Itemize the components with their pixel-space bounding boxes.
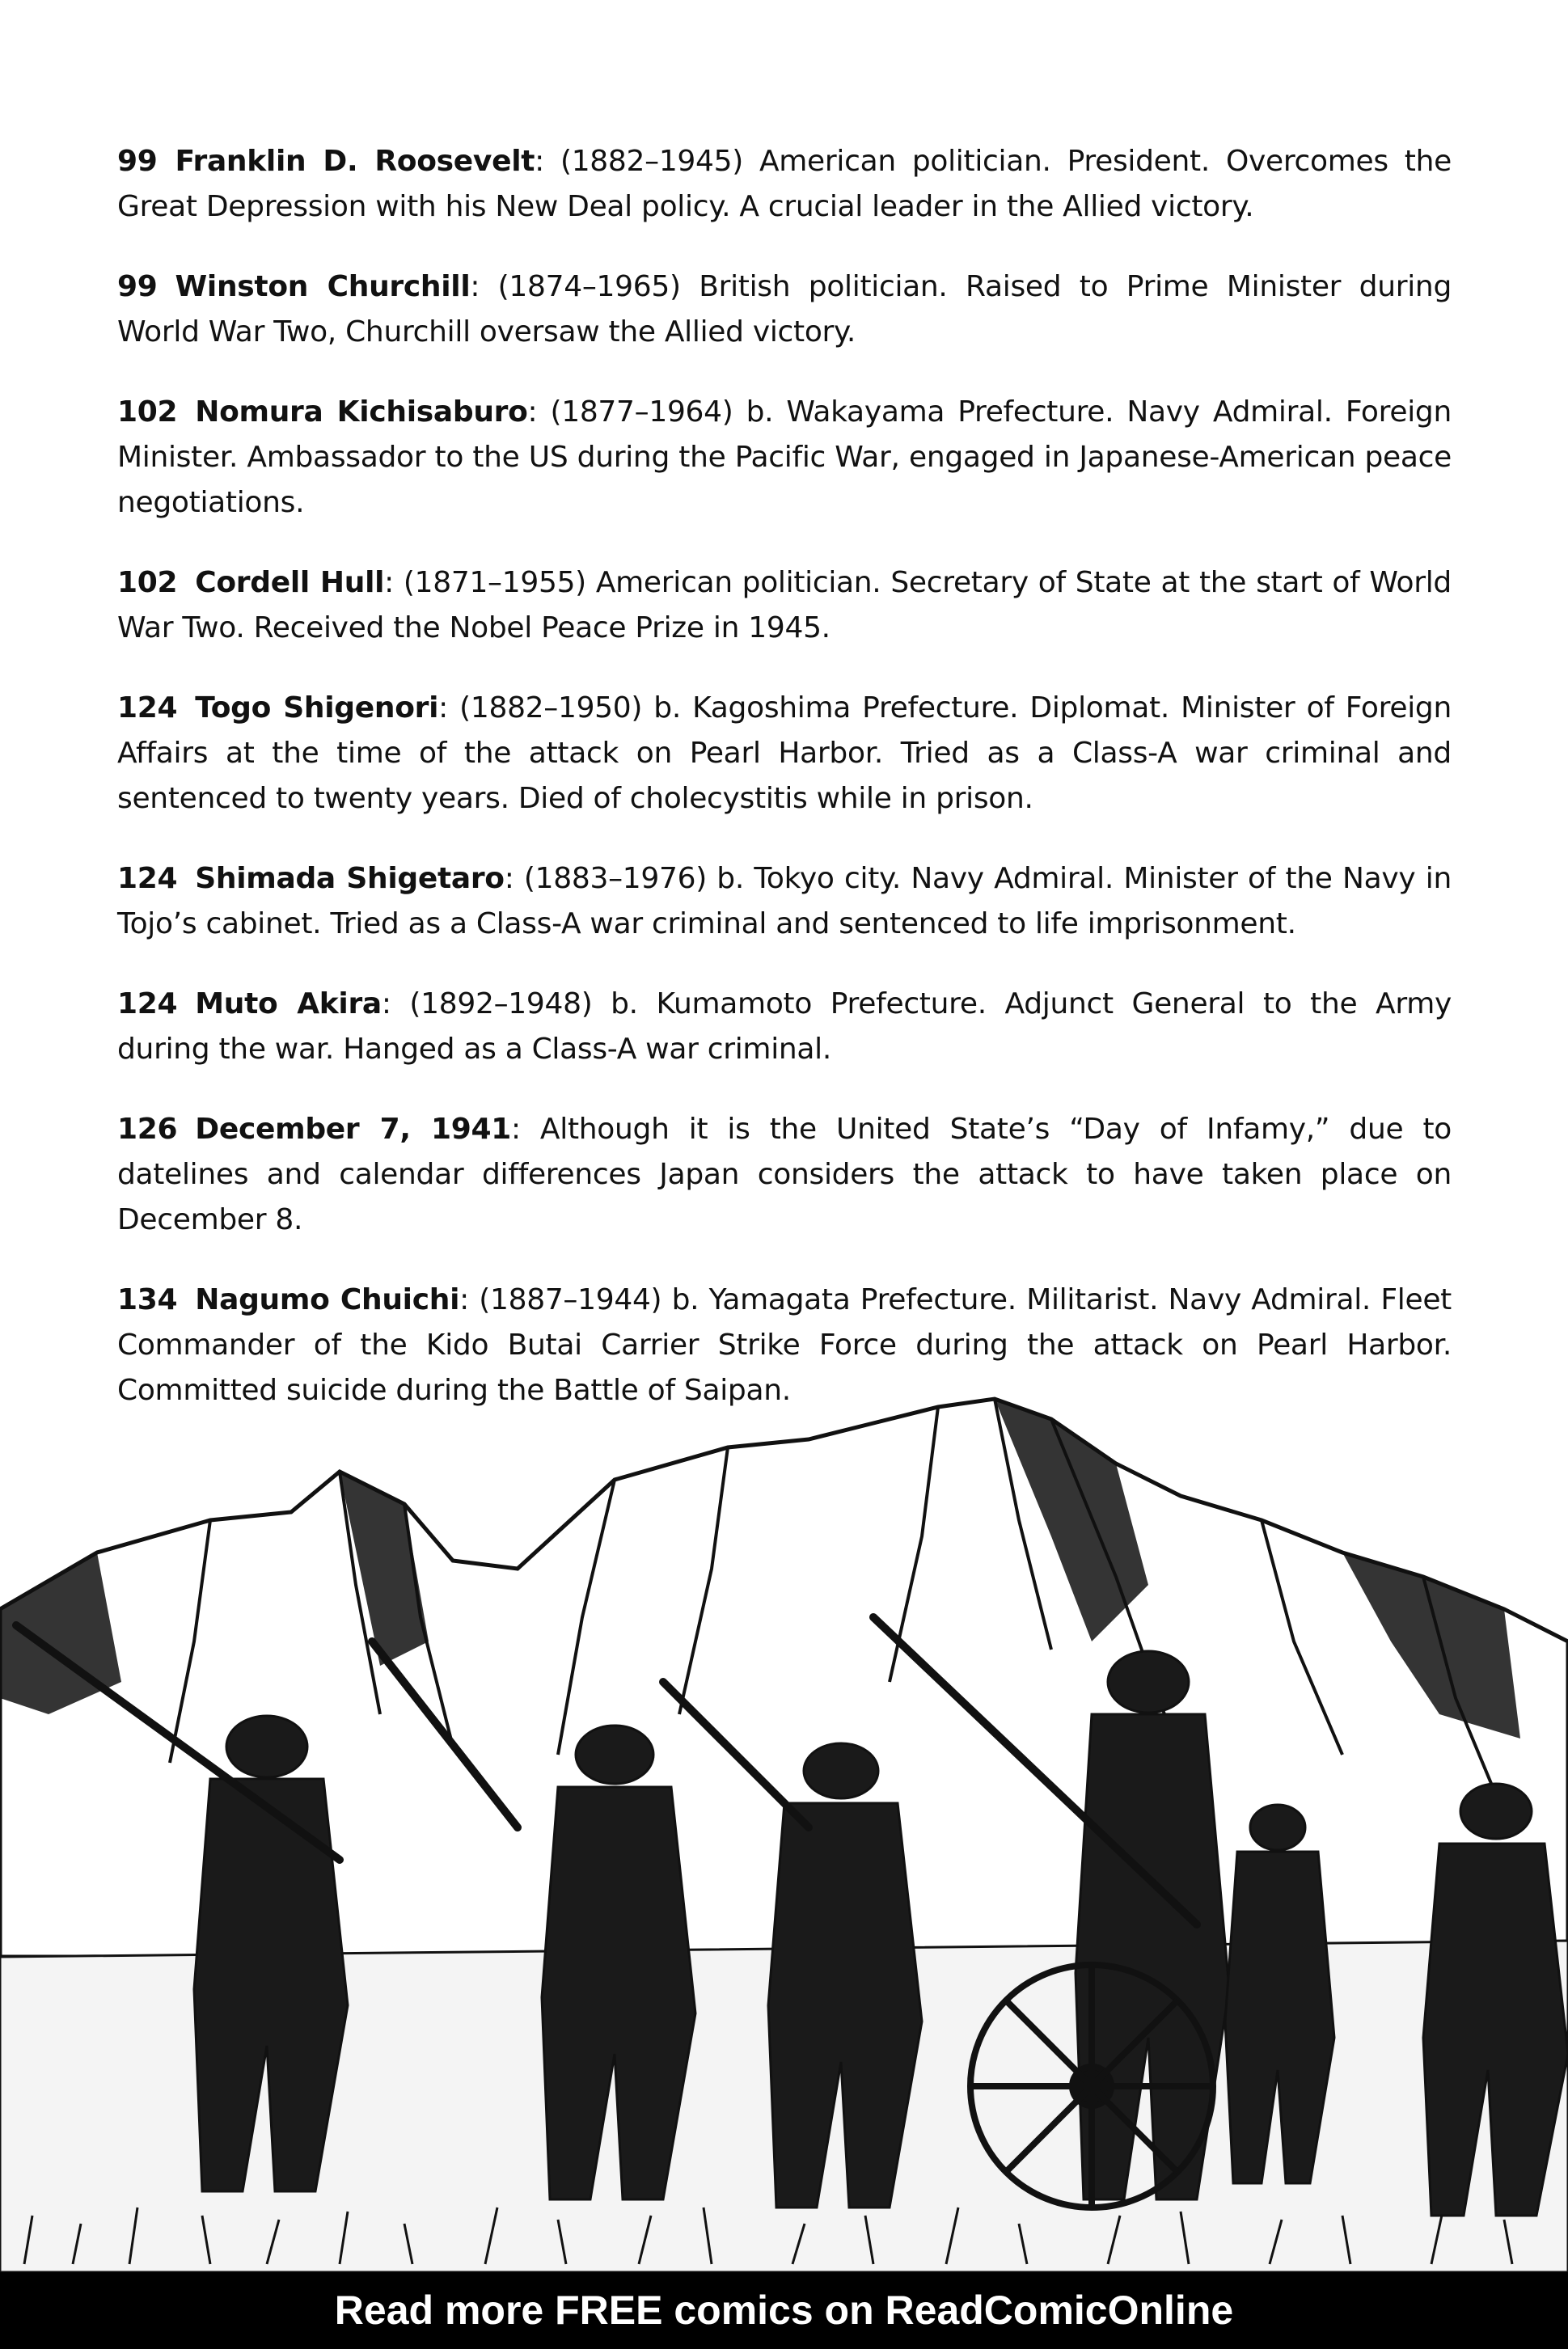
- note-hull: [117, 560, 1452, 651]
- note-page-number: 102: [117, 395, 178, 429]
- note-page-number: 134: [117, 1283, 178, 1316]
- note-page-number: 124: [117, 691, 178, 725]
- note-name: Nomura Kichisaburo: [195, 395, 528, 429]
- note-name: Franklin D. Roosevelt: [175, 145, 535, 178]
- note-page-number: 99: [117, 145, 158, 178]
- note-churchill: [117, 264, 1452, 355]
- note-name: Cordell Hull: [195, 566, 385, 599]
- promo-banner-text: Read more FREE comics on ReadComicOnline: [334, 2288, 1234, 2333]
- promo-banner[interactable]: [0, 2272, 1568, 2349]
- note-text: : (1871–1955) American politician. Secretary of State at the start of World War Two. Received the Nobel Peace Prize in 1945.: [117, 566, 1452, 644]
- note-text: : (1874–1965) British politician. Raised to Prime Minister during World War Two, Churchill oversaw the Allied victory.: [117, 270, 1452, 349]
- note-page-number: 124: [117, 987, 178, 1020]
- note-page-number: 99: [117, 270, 158, 303]
- note-page-number: 102: [117, 566, 178, 599]
- note-togo: [117, 686, 1452, 822]
- note-name: Shimada Shigetaro: [195, 862, 505, 895]
- note-text: : (1882–1950) b. Kagoshima Prefecture. Diplomat. Minister of Foreign Affairs at the time of the attack on Pearl Harbor. Tried as a Class-A war criminal and sentenced to twenty years. Died of cholecystitis while in prison.: [117, 691, 1452, 815]
- artillery-wheel: [970, 1965, 1213, 2207]
- glossary-notes: [117, 139, 1452, 1448]
- note-name: Muto Akira: [195, 987, 382, 1020]
- note-text: : (1882–1945) American politician. President. Overcomes the Great Depression with his New Deal policy. A crucial leader in the Allied victory.: [117, 145, 1452, 223]
- soldiers-mountain-illustration: [0, 1375, 1568, 2272]
- note-text: : (1887–1944) b. Yamagata Prefecture. Militarist. Navy Admiral. Fleet Commander of the Kido Butai Carrier Strike Force during the attack on Pearl Harbor. Committed suicide during the Battle of Saipan.: [117, 1283, 1452, 1407]
- note-roosevelt: [117, 139, 1452, 230]
- note-text: : (1892–1948) b. Kumamoto Prefecture. Adjunct General to the Army during the war. Hanged as a Class-A war criminal.: [117, 987, 1452, 1066]
- note-december-7: [117, 1107, 1452, 1243]
- note-page-number: 124: [117, 862, 178, 895]
- note-name: Winston Churchill: [175, 270, 471, 303]
- note-shimada: [117, 856, 1452, 947]
- note-page-number: 126: [117, 1113, 178, 1146]
- note-name: December 7, 1941: [195, 1113, 511, 1146]
- note-name: Togo Shigenori: [195, 691, 439, 725]
- note-text: : (1877–1964) b. Wakayama Prefecture. Navy Admiral. Foreign Minister. Ambassador to the US during the Pacific War, engaged in Japanese-American peace negotiations.: [117, 395, 1452, 519]
- note-muto: [117, 982, 1452, 1072]
- note-text: : (1883–1976) b. Tokyo city. Navy Admiral. Minister of the Navy in Tojo’s cabinet. Tried as a Class-A war criminal and sentenced to life imprisonment.: [117, 862, 1452, 940]
- note-nomura: [117, 390, 1452, 526]
- note-name: Nagumo Chuichi: [195, 1283, 460, 1316]
- note-text: : Although it is the United State’s “Day of Infamy,” due to datelines and calendar differences Japan considers the attack to have taken place on December 8.: [117, 1113, 1452, 1236]
